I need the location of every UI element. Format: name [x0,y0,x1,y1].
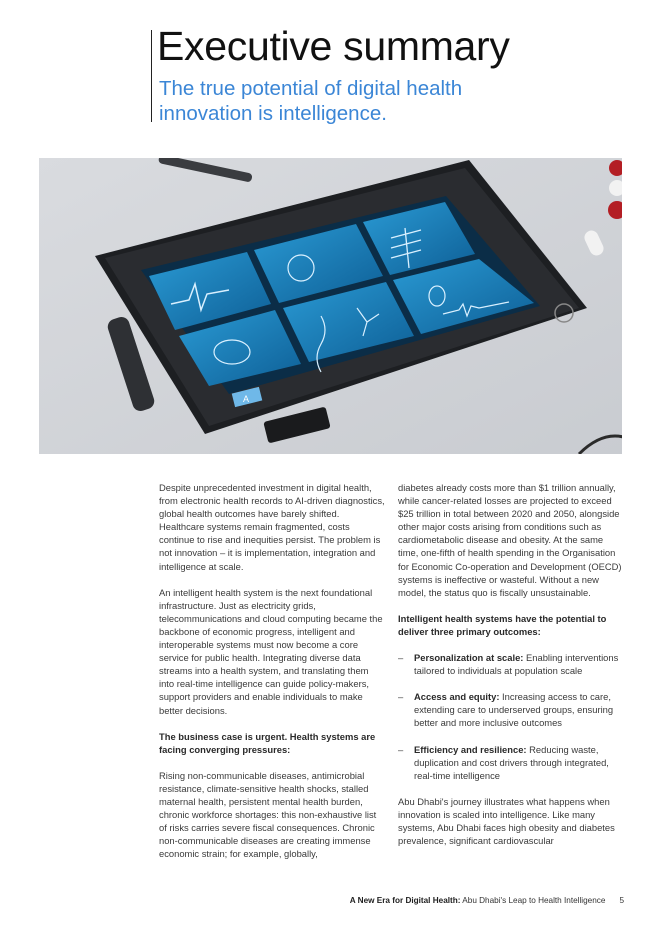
digital-health-tablet-illustration [39,158,622,454]
list-item-term: Access and equity: [414,691,500,703]
list-item-term: Efficiency and resilience: [414,743,527,755]
outcomes-list [398,651,624,782]
list-item-text: Reducing waste, duplication and cost drivers through integrated, real-time intelligence [414,743,609,781]
body-lead-paragraph: The business case is urgent. Health systems are facing converging pressures: [159,730,376,755]
body-paragraph: Abu Dhabi's journey illustrates what happens when innovation is scaled into intelligence. Like many systems, Abu Dhabi faces high obesity and diabetes prevalence, significant cardiovascular [398,795,615,847]
body-column-right [398,481,624,860]
body-paragraph: Rising non-communicable diseases, antimicrobial resistance, climate-sensitive health shocks, stalled maternal health, persistent mental health burden, chronic workforce shortages: this non-exhaustive list of risks carries severe fiscal consequences. Chronic non-communicable diseases are creating immense economic strain; for example, globally, [159,769,377,860]
page-footer [350,896,624,905]
list-item-term: Personalization at scale: [414,652,524,664]
screen-letter: A [243,394,250,404]
list-item [398,651,624,677]
page-subtitle: The true potential of digital health innovation is intelligence. [159,77,463,125]
dash-bullet: – [398,691,404,703]
header-rule [151,30,152,122]
dash-bullet: – [398,652,404,664]
list-item-text: Enabling interventions tailored to individuals at population scale [414,652,619,677]
footer-subtitle: Abu Dhabi's Leap to Health Intelligence [460,896,606,905]
body-column-left [159,481,385,873]
body-paragraph: diabetes already costs more than $1 trillion annually, while cancer-related losses are projected to exceed $25 trillion in total between 2020 and 2050, alongside other major costs arising from conditions such as cardiometabolic disease and obesity. At the same time, one-fifth of health spending in the Organisation for Economic Co-operation and Development (OECD) systems is ineffective or wasteful. Without a new model, the status quo is fiscally unsustainable. [398,482,622,598]
list-item-text: Increasing access to care, extending care to underserved groups, ensuring better and more inclusive outcomes [414,691,614,729]
dash-bullet: – [398,743,404,755]
page-number: 5 [619,896,624,905]
list-item [398,690,624,729]
footer-title: A New Era for Digital Health: [349,896,461,905]
body-paragraph: Despite unprecedented investment in digital health, from electronic health records to AI-driven diagnostics, global health outcomes have barely shifted. Healthcare systems remain fragmented, costs continue to rise and inequities persist. The problem is not innovation – it is implementation, integration and intelligence at scale. [159,482,385,572]
body-lead-paragraph: Intelligent health systems have the potential to deliver three primary outcomes: [398,612,607,637]
page-title: Executive summary [157,23,510,69]
body-paragraph: An intelligent health system is the next foundational infrastructure. Just as electricity grids, telecommunications and cloud computing became the backbone of economic progress, intelligent and interoperable systems must now become a core service for public health. Integrating diverse data streams into a health system, and translating them into real-time intelligence can guide policy-makers, support providers and enable individuals to make better decisions. [159,586,383,716]
list-item [398,743,624,782]
hero-image [39,158,622,454]
